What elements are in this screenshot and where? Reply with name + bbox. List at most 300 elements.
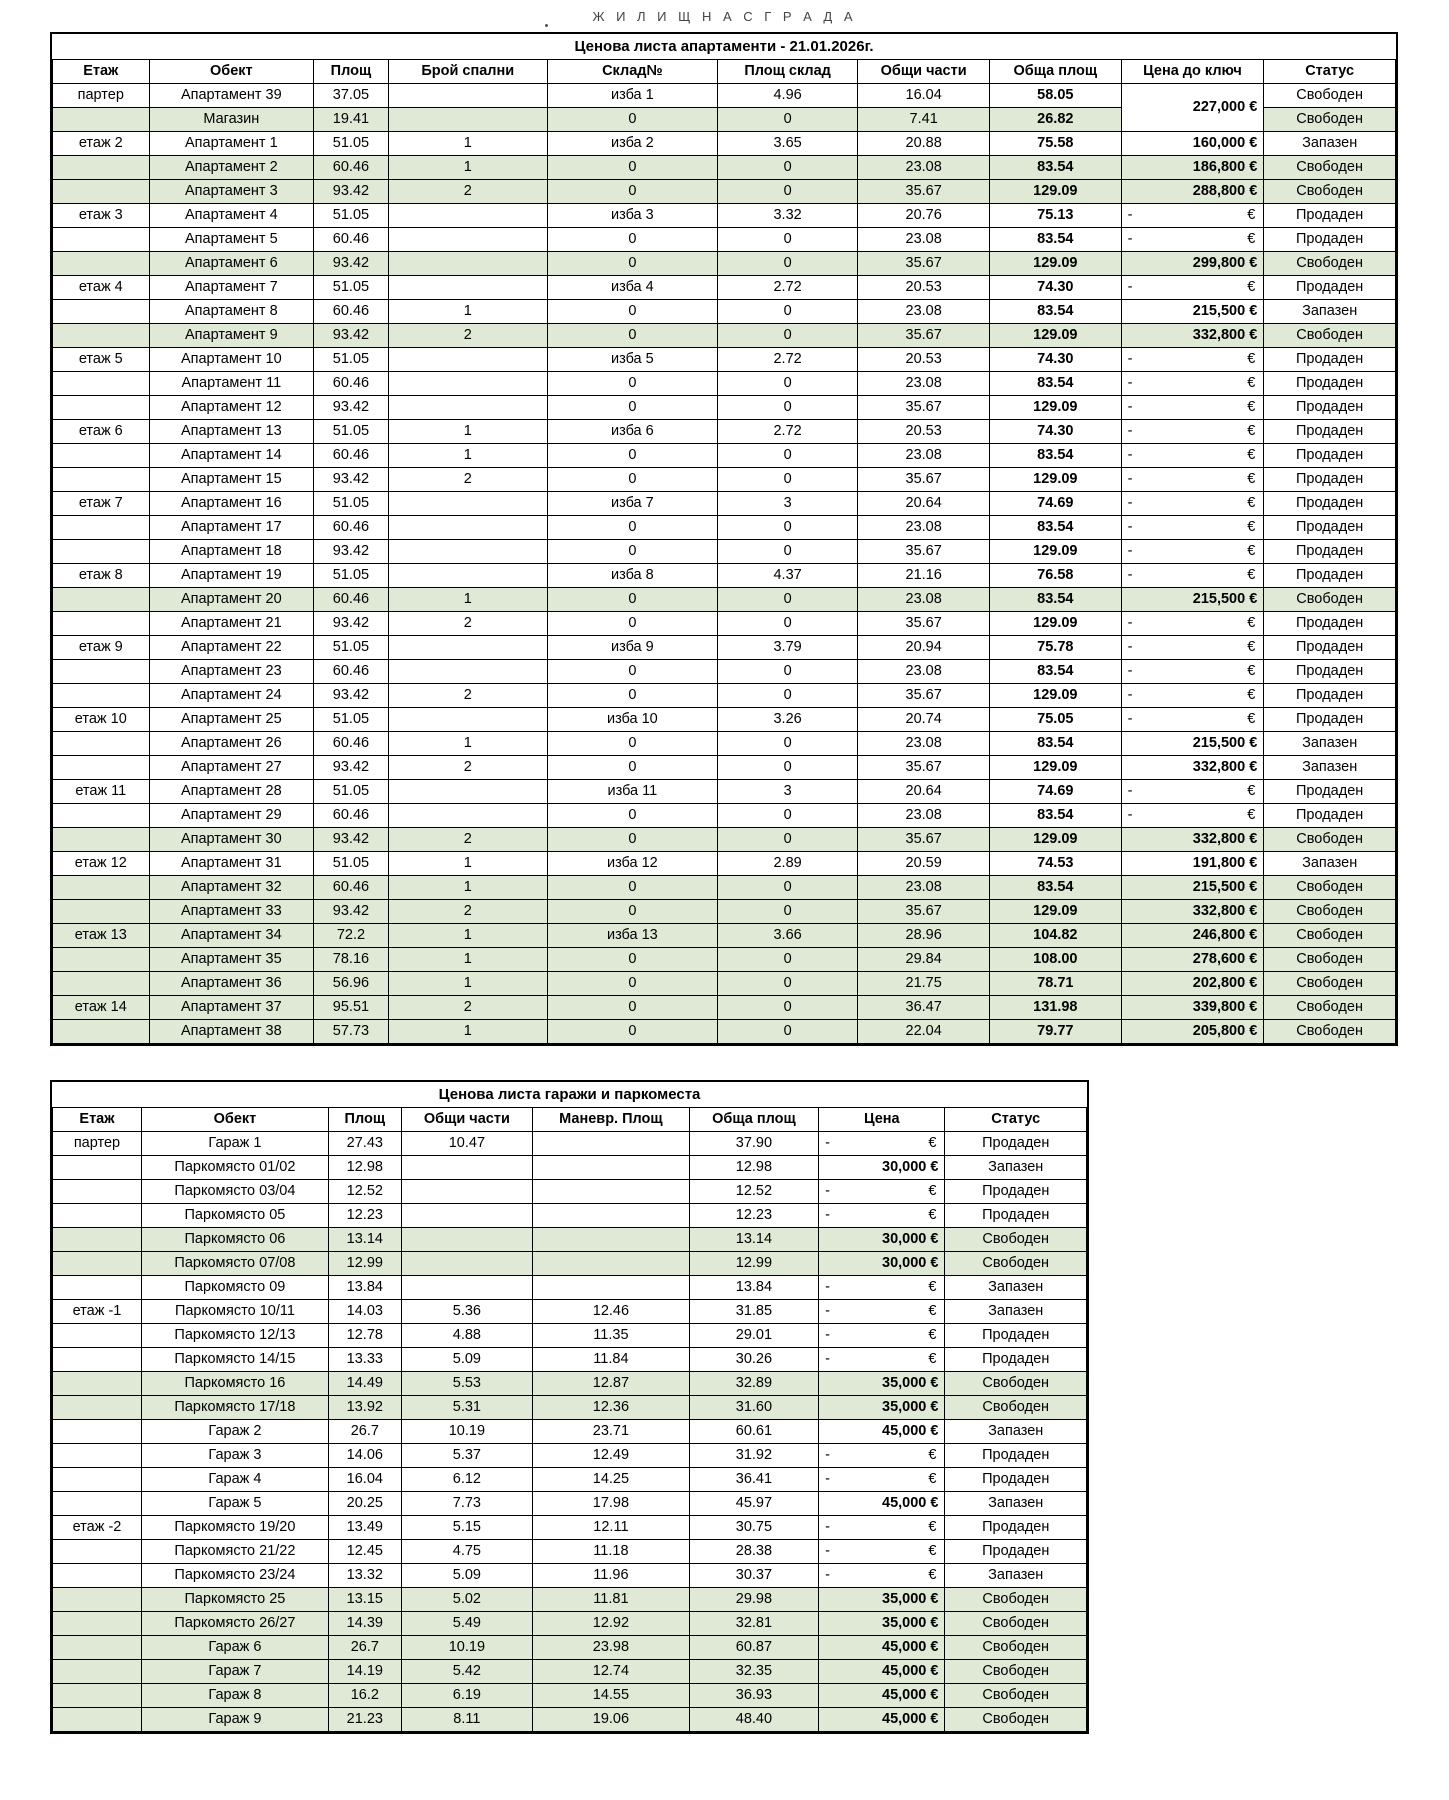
cell-common-parts: 6.12: [401, 1468, 532, 1492]
cell-storage-no: 0: [547, 900, 717, 924]
cell-object: Апартамент 37: [149, 996, 314, 1020]
cell-total-area: 79.77: [989, 1020, 1121, 1044]
cell-storage-area: 2.72: [717, 420, 857, 444]
cell-bedrooms: 2: [388, 828, 547, 852]
cell-price: 288,800 €: [1121, 180, 1264, 204]
cell-object: Апартамент 19: [149, 564, 314, 588]
cell-storage-area: 3.79: [717, 636, 857, 660]
cell-object: Паркомясто 03/04: [141, 1180, 328, 1204]
cell-total-area: 29.98: [689, 1588, 818, 1612]
cell-status: Продаден: [945, 1516, 1087, 1540]
cell-area: 72.2: [314, 924, 389, 948]
cell-storage-no: изба 6: [547, 420, 717, 444]
cell-floor: [53, 1396, 142, 1420]
cell-storage-no: изба 13: [547, 924, 717, 948]
cell-price: - €: [1121, 780, 1264, 804]
cell-floor: етаж 7: [53, 492, 150, 516]
cell-object: Гараж 5: [141, 1492, 328, 1516]
cell-price: - €: [819, 1132, 945, 1156]
cell-storage-no: изба 2: [547, 132, 717, 156]
cell-storage-no: 0: [547, 228, 717, 252]
cell-floor: [53, 948, 150, 972]
table-row: [53, 204, 1396, 228]
cell-area: 60.46: [314, 156, 389, 180]
cell-storage-no: 0: [547, 468, 717, 492]
cell-object: Апартамент 21: [149, 612, 314, 636]
cell-area: 14.19: [328, 1660, 401, 1684]
cell-total-area: 83.54: [989, 588, 1121, 612]
cell-bedrooms: 2: [388, 612, 547, 636]
cell-object: Апартамент 27: [149, 756, 314, 780]
cell-maneuver-area: 23.98: [533, 1636, 690, 1660]
cell-storage-no: 0: [547, 324, 717, 348]
table-row: [53, 1612, 1087, 1636]
table-row: [53, 372, 1396, 396]
cell-object: Паркомясто 23/24: [141, 1564, 328, 1588]
cell-area: 26.7: [328, 1420, 401, 1444]
apartments-table: [52, 34, 1396, 1044]
cell-storage-no: 0: [547, 972, 717, 996]
table-row: [53, 804, 1396, 828]
cell-status: Свободен: [1264, 252, 1396, 276]
cell-status: Свободен: [1264, 972, 1396, 996]
cell-storage-area: 0: [717, 948, 857, 972]
cell-total-area: 32.35: [689, 1660, 818, 1684]
table-row: [53, 1540, 1087, 1564]
cell-common-parts: 23.08: [858, 444, 990, 468]
cell-storage-area: 0: [717, 396, 857, 420]
cell-object: Апартамент 18: [149, 540, 314, 564]
cell-area: 37.05: [314, 84, 389, 108]
table-row: [53, 1444, 1087, 1468]
table-row: [53, 516, 1396, 540]
cell-floor: етаж 4: [53, 276, 150, 300]
table-row: [53, 1020, 1396, 1044]
cell-floor: [53, 660, 150, 684]
cell-area: 13.15: [328, 1588, 401, 1612]
cell-area: 14.39: [328, 1612, 401, 1636]
cell-area: 78.16: [314, 948, 389, 972]
cell-area: 13.92: [328, 1396, 401, 1420]
cell-bedrooms: 2: [388, 996, 547, 1020]
cell-status: Свободен: [1264, 324, 1396, 348]
cell-price: - €: [1121, 468, 1264, 492]
cell-floor: [53, 300, 150, 324]
cell-area: 13.32: [328, 1564, 401, 1588]
cell-bedrooms: [388, 108, 547, 132]
cell-total-area: 60.87: [689, 1636, 818, 1660]
cell-price: - €: [1121, 660, 1264, 684]
cell-storage-area: 0: [717, 468, 857, 492]
cell-area: 51.05: [314, 708, 389, 732]
table-row: [53, 300, 1396, 324]
cell-status: Свободен: [1264, 996, 1396, 1020]
cell-floor: [53, 228, 150, 252]
cell-status: Запазен: [1264, 732, 1396, 756]
cell-area: 21.23: [328, 1708, 401, 1732]
cell-storage-no: 0: [547, 516, 717, 540]
cell-area: 51.05: [314, 492, 389, 516]
cell-floor: етаж 13: [53, 924, 150, 948]
cell-price: - €: [1121, 636, 1264, 660]
cell-price: 278,600 €: [1121, 948, 1264, 972]
cell-floor: [53, 1444, 142, 1468]
table-row: [53, 924, 1396, 948]
cell-price: 30,000 €: [819, 1228, 945, 1252]
cell-common-parts: 20.64: [858, 492, 990, 516]
cell-area: 51.05: [314, 852, 389, 876]
cell-price: 332,800 €: [1121, 828, 1264, 852]
cell-common-parts: 10.47: [401, 1132, 532, 1156]
cell-price: 30,000 €: [819, 1252, 945, 1276]
cell-bedrooms: [388, 348, 547, 372]
cell-common-parts: 5.15: [401, 1516, 532, 1540]
cell-price: - €: [1121, 708, 1264, 732]
apartments-table-title: Ценова листа апартаменти - 21.01.2026г.: [53, 34, 1396, 60]
cell-total-area: 75.13: [989, 204, 1121, 228]
table-row: [53, 756, 1396, 780]
cell-object: Апартамент 22: [149, 636, 314, 660]
column-header-area: Площ: [314, 60, 389, 84]
cell-common-parts: 21.16: [858, 564, 990, 588]
cell-bedrooms: 1: [388, 732, 547, 756]
table-row: [53, 876, 1396, 900]
cell-object: Апартамент 4: [149, 204, 314, 228]
cell-price: 246,800 €: [1121, 924, 1264, 948]
cell-price: - €: [1121, 276, 1264, 300]
cell-floor: етаж -1: [53, 1300, 142, 1324]
cell-object: Апартамент 11: [149, 372, 314, 396]
cell-area: 93.42: [314, 540, 389, 564]
cell-price: - €: [1121, 420, 1264, 444]
cell-storage-area: 4.37: [717, 564, 857, 588]
cell-total-area: 74.30: [989, 276, 1121, 300]
cell-object: Апартамент 33: [149, 900, 314, 924]
cell-floor: [53, 444, 150, 468]
table-row: [53, 1708, 1087, 1732]
cell-floor: [53, 1252, 142, 1276]
cell-status: Продаден: [1264, 660, 1396, 684]
cell-area: 93.42: [314, 900, 389, 924]
cell-common-parts: 20.64: [858, 780, 990, 804]
cell-total-area: 60.61: [689, 1420, 818, 1444]
cell-storage-no: изба 5: [547, 348, 717, 372]
cell-maneuver-area: 12.11: [533, 1516, 690, 1540]
table-row: [53, 684, 1396, 708]
cell-object: Апартамент 30: [149, 828, 314, 852]
cell-storage-no: 0: [547, 108, 717, 132]
cell-bedrooms: [388, 492, 547, 516]
cell-floor: [53, 1636, 142, 1660]
cell-storage-area: 0: [717, 156, 857, 180]
cell-storage-no: 0: [547, 996, 717, 1020]
cell-status: Продаден: [945, 1468, 1087, 1492]
cell-area: 14.03: [328, 1300, 401, 1324]
cell-bedrooms: 1: [388, 300, 547, 324]
cell-floor: [53, 732, 150, 756]
cell-floor: етаж 5: [53, 348, 150, 372]
cell-status: Продаден: [945, 1132, 1087, 1156]
table-row: [53, 852, 1396, 876]
cell-status: Продаден: [1264, 204, 1396, 228]
table-row: [53, 1324, 1087, 1348]
cell-total-area: 74.30: [989, 348, 1121, 372]
cell-object: Апартамент 15: [149, 468, 314, 492]
cell-price: 191,800 €: [1121, 852, 1264, 876]
cell-common-parts: 29.84: [858, 948, 990, 972]
table-row: [53, 1228, 1087, 1252]
cell-bedrooms: [388, 708, 547, 732]
cell-status: Продаден: [1264, 612, 1396, 636]
cell-price: 160,000 €: [1121, 132, 1264, 156]
cell-area: 16.2: [328, 1684, 401, 1708]
cell-price: - €: [819, 1516, 945, 1540]
cell-floor: [53, 828, 150, 852]
cell-total-area: 76.58: [989, 564, 1121, 588]
cell-bedrooms: 1: [388, 1020, 547, 1044]
cell-object: Апартамент 36: [149, 972, 314, 996]
cell-bedrooms: [388, 564, 547, 588]
cell-storage-no: изба 12: [547, 852, 717, 876]
cell-floor: [53, 252, 150, 276]
cell-status: Продаден: [945, 1540, 1087, 1564]
cell-floor: етаж 10: [53, 708, 150, 732]
cell-floor: [53, 324, 150, 348]
cell-floor: [53, 396, 150, 420]
cell-storage-area: 0: [717, 660, 857, 684]
cell-storage-no: 0: [547, 660, 717, 684]
cell-object: Апартамент 29: [149, 804, 314, 828]
cell-total-area: 83.54: [989, 156, 1121, 180]
cell-area: 13.84: [328, 1276, 401, 1300]
cell-status: Продаден: [1264, 708, 1396, 732]
cell-storage-no: 0: [547, 684, 717, 708]
garages-table: [52, 1082, 1087, 1732]
cell-total-area: 31.85: [689, 1300, 818, 1324]
cell-price: - €: [1121, 564, 1264, 588]
cell-floor: [53, 1564, 142, 1588]
cell-object: Апартамент 24: [149, 684, 314, 708]
cell-status: Запазен: [945, 1300, 1087, 1324]
cell-object: Паркомясто 06: [141, 1228, 328, 1252]
cell-area: 51.05: [314, 420, 389, 444]
cell-maneuver-area: 12.74: [533, 1660, 690, 1684]
cell-floor: [53, 1708, 142, 1732]
cell-area: 93.42: [314, 252, 389, 276]
cell-common-parts: 5.53: [401, 1372, 532, 1396]
cell-status: Свободен: [945, 1660, 1087, 1684]
cell-price: - €: [819, 1324, 945, 1348]
cell-maneuver-area: 12.92: [533, 1612, 690, 1636]
cell-status: Запазен: [1264, 300, 1396, 324]
cell-area: 12.45: [328, 1540, 401, 1564]
cell-status: Свободен: [945, 1372, 1087, 1396]
cell-floor: [53, 468, 150, 492]
column-header-bedrooms: Брой спални: [388, 60, 547, 84]
table-row: [53, 1348, 1087, 1372]
cell-storage-area: 0: [717, 732, 857, 756]
cell-bedrooms: [388, 204, 547, 228]
table-row: [53, 1588, 1087, 1612]
cell-maneuver-area: 12.36: [533, 1396, 690, 1420]
cell-floor: [53, 900, 150, 924]
cell-object: Апартамент 2: [149, 156, 314, 180]
cell-storage-area: 0: [717, 324, 857, 348]
cell-bedrooms: 1: [388, 876, 547, 900]
table-row: [53, 996, 1396, 1020]
cell-price: 35,000 €: [819, 1612, 945, 1636]
cell-floor: етаж 6: [53, 420, 150, 444]
table-row: [53, 1180, 1087, 1204]
cell-total-area: 12.23: [689, 1204, 818, 1228]
cell-status: Продаден: [1264, 564, 1396, 588]
cell-total-area: 83.54: [989, 228, 1121, 252]
cell-floor: етаж 12: [53, 852, 150, 876]
cell-area: 60.46: [314, 444, 389, 468]
cell-maneuver-area: [533, 1180, 690, 1204]
cell-total-area: 129.09: [989, 900, 1121, 924]
cell-bedrooms: 1: [388, 132, 547, 156]
cell-bedrooms: 2: [388, 468, 547, 492]
cell-common-parts: 20.88: [858, 132, 990, 156]
cell-maneuver-area: 11.18: [533, 1540, 690, 1564]
cell-common-parts: 4.88: [401, 1324, 532, 1348]
cell-storage-area: 0: [717, 684, 857, 708]
cell-status: Свободен: [945, 1636, 1087, 1660]
cell-storage-area: 0: [717, 372, 857, 396]
cell-total-area: 83.54: [989, 516, 1121, 540]
table-row: [53, 900, 1396, 924]
cell-floor: [53, 612, 150, 636]
cell-object: Паркомясто 21/22: [141, 1540, 328, 1564]
cell-total-area: 13.84: [689, 1276, 818, 1300]
cell-status: Свободен: [1264, 1020, 1396, 1044]
cell-status: Продаден: [1264, 228, 1396, 252]
cell-status: Продаден: [945, 1180, 1087, 1204]
cell-area: 12.23: [328, 1204, 401, 1228]
cell-object: Апартамент 13: [149, 420, 314, 444]
table-row: [53, 180, 1396, 204]
table-row: [53, 1492, 1087, 1516]
cell-storage-area: 0: [717, 516, 857, 540]
cell-object: Магазин: [149, 108, 314, 132]
cell-price: 45,000 €: [819, 1636, 945, 1660]
cell-bedrooms: 1: [388, 156, 547, 180]
cell-storage-no: изба 7: [547, 492, 717, 516]
cell-status: Продаден: [1264, 540, 1396, 564]
cell-object: Паркомясто 07/08: [141, 1252, 328, 1276]
cell-status: Запазен: [1264, 132, 1396, 156]
cell-object: Апартамент 31: [149, 852, 314, 876]
cell-storage-no: изба 10: [547, 708, 717, 732]
cell-object: Гараж 2: [141, 1420, 328, 1444]
cell-price: - €: [1121, 396, 1264, 420]
column-header-status: Статус: [1264, 60, 1396, 84]
cell-area: 19.41: [314, 108, 389, 132]
table-row: [53, 612, 1396, 636]
cell-area: 12.99: [328, 1252, 401, 1276]
cell-area: 12.78: [328, 1324, 401, 1348]
cell-common-parts: [401, 1156, 532, 1180]
cell-storage-no: 0: [547, 948, 717, 972]
cell-common-parts: 35.67: [858, 756, 990, 780]
cell-price: 332,800 €: [1121, 900, 1264, 924]
cell-floor: [53, 1684, 142, 1708]
cell-bedrooms: [388, 636, 547, 660]
cell-area: 93.42: [314, 468, 389, 492]
cell-floor: [53, 516, 150, 540]
cell-price: 186,800 €: [1121, 156, 1264, 180]
cell-storage-area: 0: [717, 900, 857, 924]
cell-object: Апартамент 1: [149, 132, 314, 156]
cell-floor: [53, 1180, 142, 1204]
cell-storage-area: 0: [717, 612, 857, 636]
cell-common-parts: 10.19: [401, 1636, 532, 1660]
column-header-total-area: Обща площ: [989, 60, 1121, 84]
cell-price: - €: [819, 1180, 945, 1204]
document-header: Ж И Л И Щ Н А С Г Р А Д А: [592, 9, 857, 24]
table-row: [53, 636, 1396, 660]
cell-object: Апартамент 10: [149, 348, 314, 372]
cell-status: Свободен: [1264, 180, 1396, 204]
table-row: [53, 708, 1396, 732]
cell-total-area: 58.05: [989, 84, 1121, 108]
cell-object: Гараж 4: [141, 1468, 328, 1492]
cell-area: 51.05: [314, 204, 389, 228]
cell-area: 51.05: [314, 348, 389, 372]
cell-floor: [53, 180, 150, 204]
cell-floor: [53, 756, 150, 780]
column-header-total-area: Обща площ: [689, 1108, 818, 1132]
cell-total-area: 83.54: [989, 804, 1121, 828]
cell-maneuver-area: 14.55: [533, 1684, 690, 1708]
cell-common-parts: 5.09: [401, 1564, 532, 1588]
table-row: [53, 252, 1396, 276]
cell-common-parts: 6.19: [401, 1684, 532, 1708]
cell-bedrooms: 1: [388, 420, 547, 444]
cell-object: Апартамент 20: [149, 588, 314, 612]
cell-storage-no: 0: [547, 252, 717, 276]
page-dot-mark: [545, 24, 548, 27]
cell-total-area: 129.09: [989, 396, 1121, 420]
cell-area: 93.42: [314, 756, 389, 780]
table-row: [53, 1132, 1087, 1156]
cell-price: - €: [819, 1444, 945, 1468]
cell-total-area: 48.40: [689, 1708, 818, 1732]
cell-price-merged: 227,000 €: [1121, 84, 1264, 132]
cell-price: - €: [1121, 684, 1264, 708]
cell-object: Паркомясто 25: [141, 1588, 328, 1612]
cell-status: Свободен: [945, 1588, 1087, 1612]
cell-common-parts: 5.37: [401, 1444, 532, 1468]
cell-floor: [53, 108, 150, 132]
cell-area: 95.51: [314, 996, 389, 1020]
cell-common-parts: 23.08: [858, 516, 990, 540]
table-row: [53, 1684, 1087, 1708]
cell-storage-area: 3.66: [717, 924, 857, 948]
cell-common-parts: 4.75: [401, 1540, 532, 1564]
cell-common-parts: 23.08: [858, 660, 990, 684]
cell-common-parts: [401, 1252, 532, 1276]
cell-area: 60.46: [314, 372, 389, 396]
cell-common-parts: 35.67: [858, 612, 990, 636]
cell-maneuver-area: [533, 1132, 690, 1156]
column-header-object: Обект: [149, 60, 314, 84]
table-row: [53, 324, 1396, 348]
cell-storage-no: изба 9: [547, 636, 717, 660]
cell-total-area: 30.37: [689, 1564, 818, 1588]
cell-bedrooms: [388, 252, 547, 276]
